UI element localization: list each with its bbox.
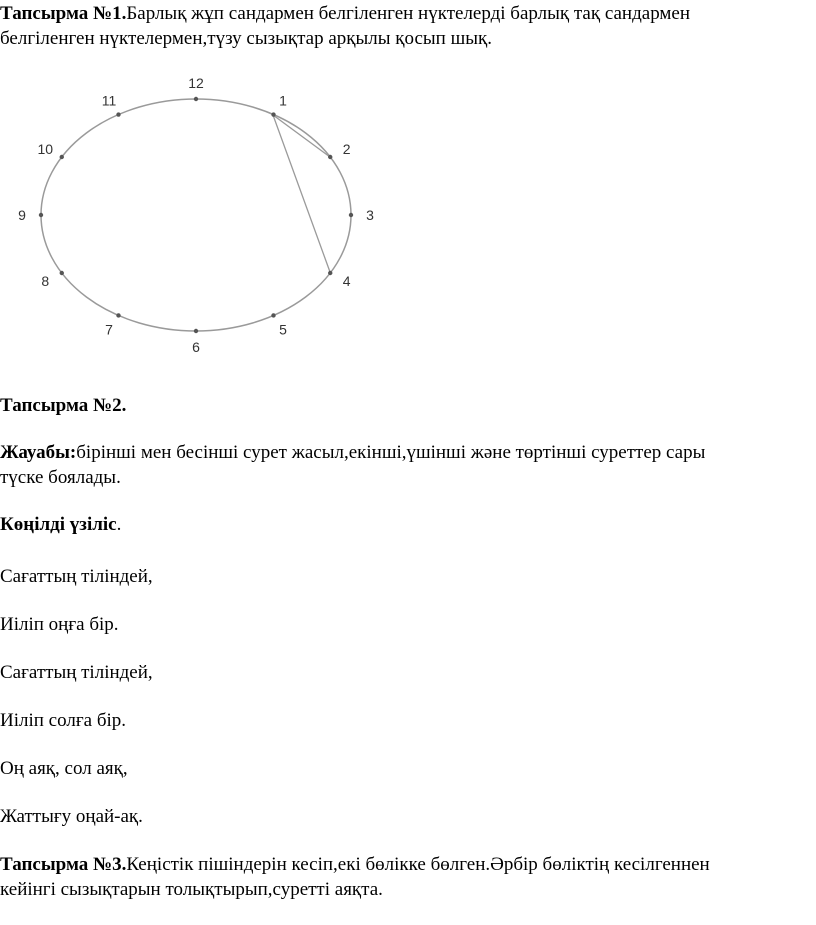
- answer-line2: түске боялады.: [0, 467, 121, 488]
- poem-line: Сағаттың тіліндей,: [0, 662, 153, 683]
- clock-label-4: 4: [342, 273, 351, 289]
- answer-label: Жауабы:: [0, 442, 77, 463]
- poem-line: Сағаттың тіліндей,: [0, 566, 153, 587]
- poem-line: Оң аяқ, сол аяқ,: [0, 758, 128, 779]
- clock-label-6: 6: [192, 339, 200, 355]
- line-1-4: [273, 115, 330, 272]
- answer-text-1: бірінші мен бесінші сурет жасыл,екінші,үшінші және төртінші суреттер сары: [76, 442, 706, 463]
- task3-text-1: Кеңістік пішіндерін кесіп,екі бөлікке бөлген.Әрбір бөліктің кесілгеннен: [126, 854, 710, 875]
- task1-title: Тапсырма №1.: [0, 3, 127, 24]
- clock-label-10: 10: [37, 141, 54, 157]
- clock-dot-3: [349, 213, 353, 217]
- clock-label-1: 1: [279, 92, 287, 109]
- clock-face: [41, 99, 351, 331]
- clock-dot-12: [194, 97, 198, 101]
- break-heading: [0, 513, 121, 536]
- break-title: Көңілді үзіліс: [0, 514, 117, 535]
- task3-line1: [0, 853, 710, 876]
- answer-line1: [0, 441, 705, 464]
- clock-dot-9: [39, 213, 43, 217]
- poem-line: Иіліп оңға бір.: [0, 614, 119, 635]
- clock-dot-6: [194, 329, 198, 333]
- clock-label-8: 8: [41, 273, 50, 289]
- clock-dot-8: [60, 271, 64, 275]
- task2-title: Тапсырма №2.: [0, 395, 127, 416]
- clock-dot-2: [328, 155, 332, 159]
- task1-text-1: Барлық жұп сандармен белгіленген нүктелерді барлық тақ сандармен: [126, 3, 691, 24]
- clock-dot-1: [271, 112, 275, 116]
- clock-label-5: 5: [279, 321, 287, 338]
- clock-label-3: 3: [366, 207, 374, 223]
- task3-line2: кейінгі сызықтарын толықтырып,суретті аяқта.: [0, 879, 383, 900]
- clock-dot-4: [328, 271, 332, 275]
- poem-line: Жаттығу оңай-ақ.: [0, 806, 143, 827]
- clock-dot-10: [60, 155, 64, 159]
- break-dot: .: [116, 514, 122, 535]
- clock-label-9: 9: [18, 207, 26, 223]
- clock-label-2: 2: [342, 141, 351, 157]
- line-1-2: [273, 115, 330, 157]
- clock-dot-11: [116, 112, 120, 116]
- clock-label-12: 12: [188, 75, 204, 91]
- clock-dot-7: [116, 313, 120, 317]
- clock-label-7: 7: [105, 321, 113, 338]
- clock-diagram: [0, 75, 400, 355]
- task3-title: Тапсырма №3.: [0, 854, 127, 875]
- task1-line2: белгіленген нүктелермен,түзу сызықтар арқылы қосып шық.: [0, 28, 492, 49]
- clock-label-11: 11: [101, 92, 117, 109]
- poem-line: Иіліп солға бір.: [0, 710, 127, 731]
- task1-line1: [0, 2, 690, 25]
- clock-dot-5: [271, 313, 275, 317]
